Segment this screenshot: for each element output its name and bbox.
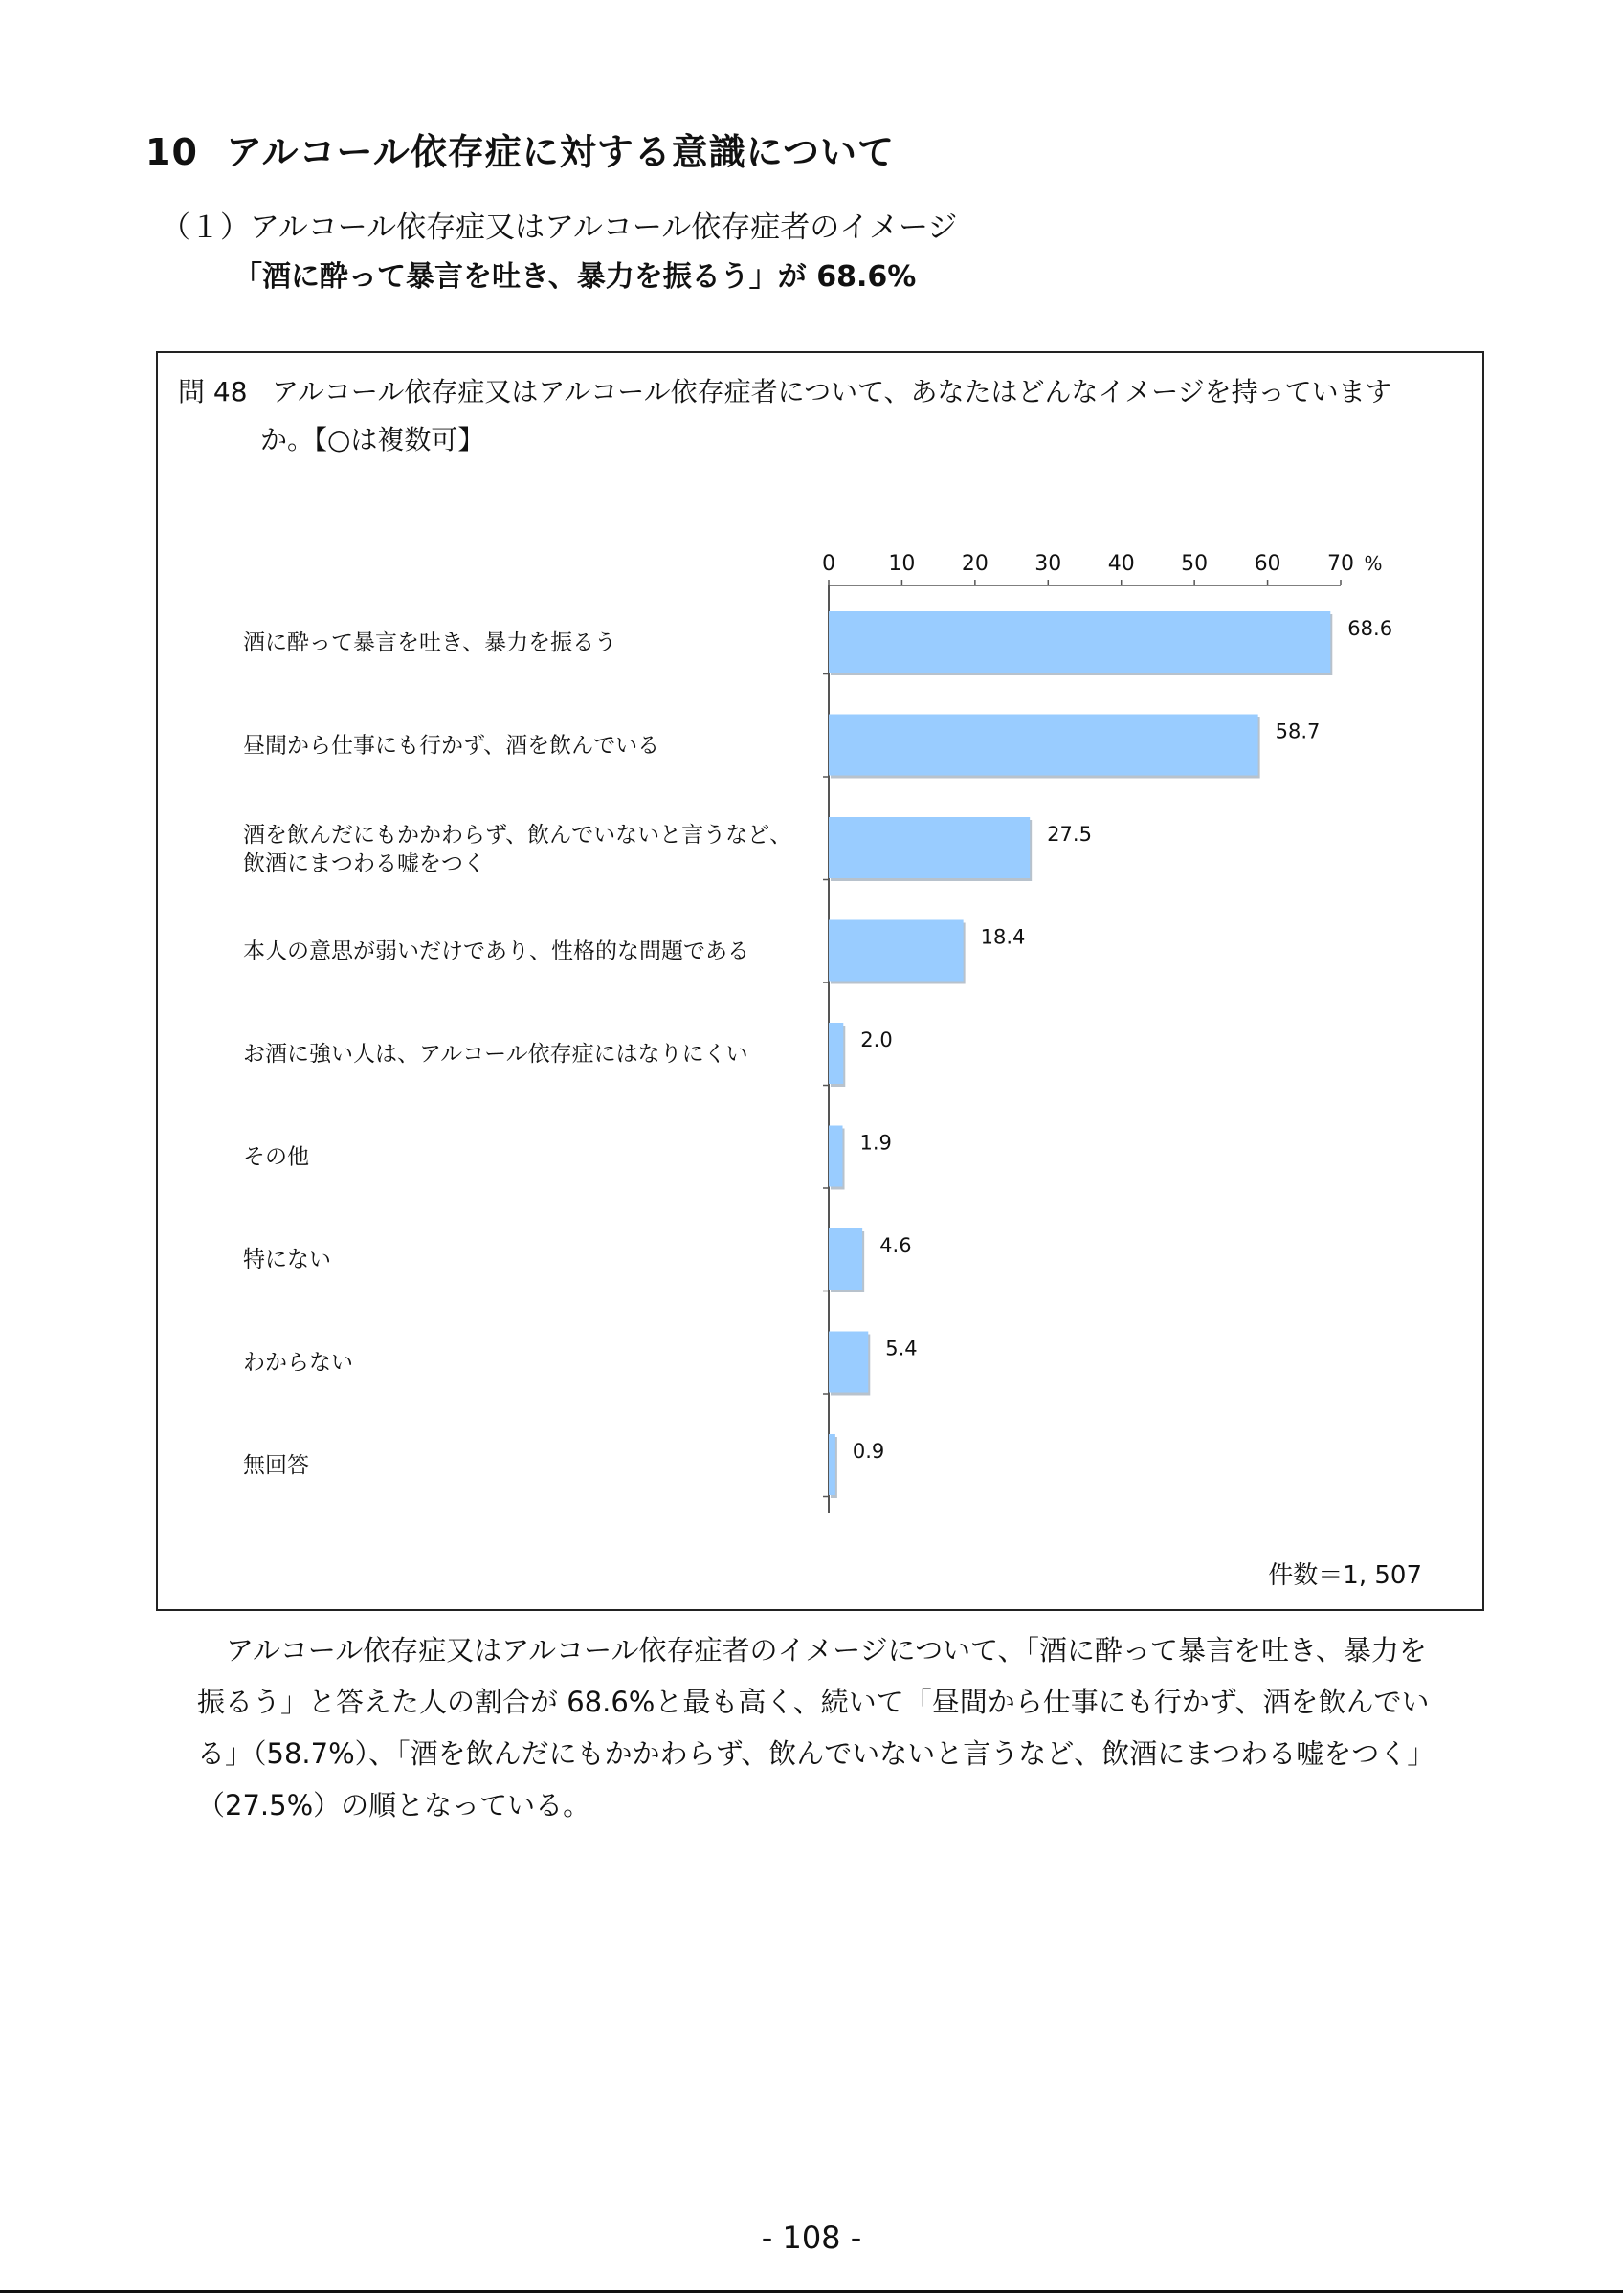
sample-size: 件数＝1, 507 (1268, 1561, 1422, 1590)
bottom-rule (0, 2290, 1623, 2293)
body-paragraph (197, 1624, 1432, 1831)
category-label: 無回答 (243, 1453, 309, 1478)
bar (829, 715, 1258, 776)
bar (829, 1023, 843, 1084)
body-text: アルコール依存症又はアルコール依存症者のイメージについて、「酒に酔って暴言を吐き、暴力を振るう」と答えた人の割合が 68.6%と最も高く、続いて「昼間から仕事にも行かず、酒を飲んでいる」（58.7%）、「酒を飲んだにもかかわらず、飲んでいないと言うなど、飲酒にまつわる嘘をつく」（27.5%）の順となっている。 (197, 1634, 1430, 1821)
x-tick-label: 40 (1107, 552, 1135, 576)
x-tick-label: 10 (888, 552, 916, 576)
category-label: 本人の意思が弱いだけであり、性格的な問題である (243, 938, 749, 964)
x-tick-label: 0 (822, 552, 835, 576)
question-text-line1: アルコール依存症又はアルコール依存症者について、あなたはどんなイメージを持っています (272, 376, 1392, 408)
section-title-text: アルコール依存症に対する意識について (226, 131, 895, 173)
page-number: - 108 - (761, 2219, 862, 2256)
bar (829, 920, 964, 982)
category-label: お酒に強い人は、アルコール依存症にはなりにくい (243, 1042, 748, 1067)
x-tick-label: 70 (1327, 552, 1354, 576)
bar-value-label: 2.0 (860, 1028, 893, 1051)
bar-value-label: 1.9 (859, 1131, 892, 1155)
category-label: 昼間から仕事にも行かず、酒を飲んでいる (243, 733, 660, 759)
bar (829, 1434, 835, 1495)
bar (829, 1126, 843, 1187)
x-tick-label: 20 (961, 552, 989, 576)
bar (829, 1228, 862, 1290)
category-label: 酒に酔って暴言を吐き、暴力を振るう (243, 630, 617, 655)
bar-value-label: 18.4 (980, 925, 1026, 949)
question-number: 問 48 (178, 376, 248, 408)
bar (829, 817, 1030, 878)
bar (829, 1332, 868, 1393)
category-label: 酒を飲んだにもかかわらず、飲んでいないと言うなど、飲酒にまつわる嘘をつく (243, 823, 792, 876)
question-text-line2: か。【○は複数可】 (260, 424, 485, 455)
category-label: その他 (243, 1144, 309, 1170)
bar (829, 611, 1330, 673)
bar-value-label: 5.4 (885, 1336, 918, 1360)
bar-value-label: 0.9 (852, 1440, 885, 1463)
category-label: わからない (243, 1350, 353, 1376)
subsection-heading: （１）アルコール依存症又はアルコール依存症者のイメージ (161, 210, 958, 245)
bar-value-label: 68.6 (1347, 617, 1393, 640)
x-axis-unit: % (1364, 552, 1383, 575)
bar-value-label: 27.5 (1047, 823, 1092, 846)
subsection-highlight: 「酒に酔って暴言を吐き、暴力を振るう」が 68.6% (233, 260, 917, 294)
section-number: 10 (145, 131, 198, 173)
x-tick-label: 30 (1034, 552, 1062, 576)
bar-value-label: 58.7 (1275, 719, 1321, 743)
x-tick-label: 50 (1181, 552, 1209, 576)
x-tick-label: 60 (1254, 552, 1281, 576)
category-label: 特にない (243, 1247, 331, 1272)
bar-value-label: 4.6 (879, 1234, 912, 1257)
